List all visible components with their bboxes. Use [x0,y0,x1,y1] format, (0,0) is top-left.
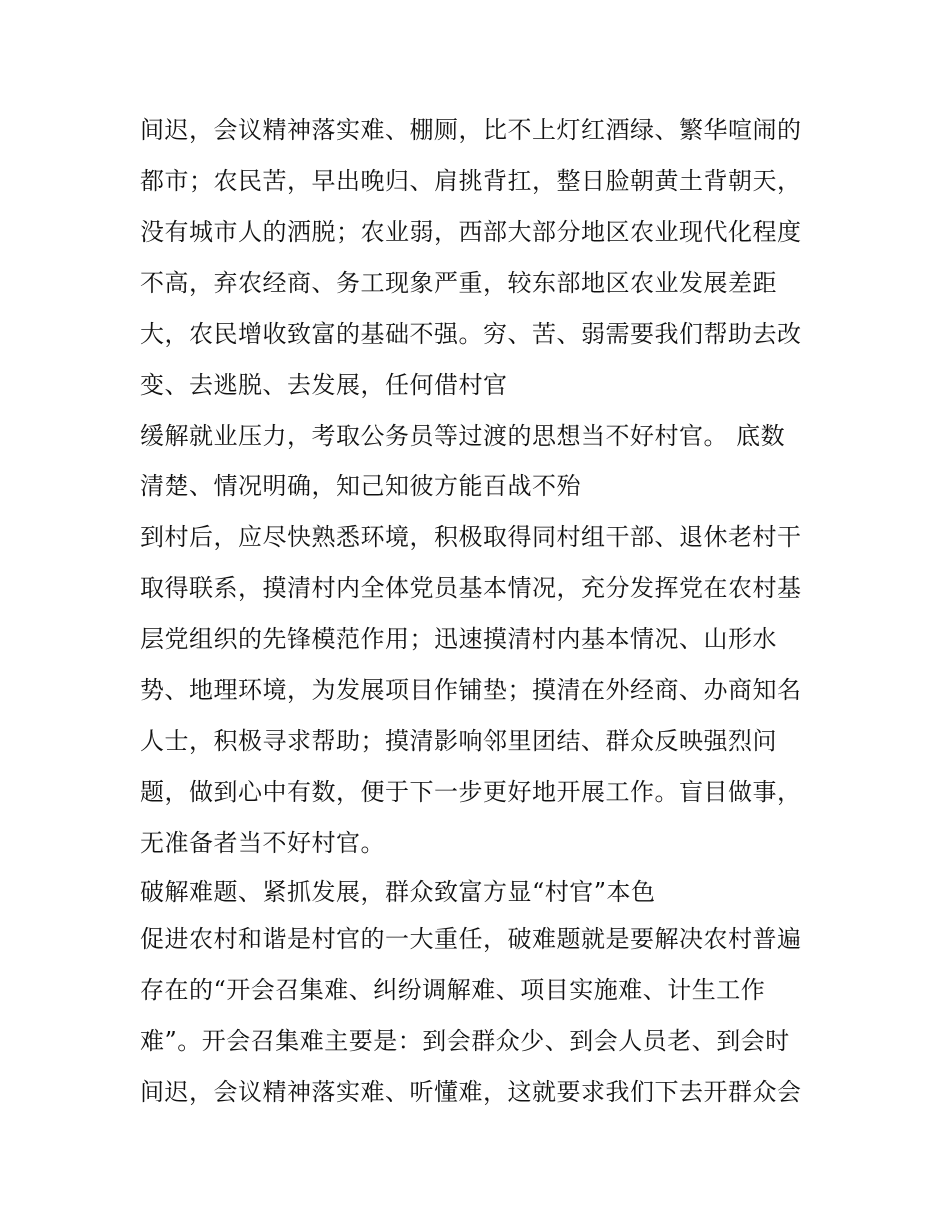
text-line: 间迟，会议精神落实难、听懂难，这就要求我们下去开群众会 [140,1078,802,1106]
text-line: 促进农村和谐是村官的一大重任，破难题就是要解决农村普遍 [140,925,802,953]
text-line: 存在的“开会召集难、纠纷调解难、项目实施难、计生工作 [140,976,766,1004]
text-line: 到村后，应尽快熟悉环境，积极取得同村组干部、退休老村干 [140,523,802,551]
text-line: 取得联系，摸清村内全体党员基本情况，充分发挥党在农村基 [140,574,802,602]
text-line: 缓解就业压力，考取公务员等过渡的思想当不好村官。 底数 [140,422,786,450]
text-line: 层党组织的先锋模范作用；迅速摸清村内基本情况、山形水 [140,625,777,653]
text-line: 清楚、情况明确，知己知彼方能百战不殆 [140,472,581,500]
text-line: 人士，积极寻求帮助；摸清影响邻里团结、群众反映强烈问 [140,727,777,755]
text-line: 变、去逃脱、去发展，任何借村官 [140,371,508,399]
text-line: 间迟，会议精神落实难、棚厕，比不上灯红酒绿、繁华喧闹的 [140,116,802,144]
text-line: 无准备者当不好村官。 [140,829,385,857]
section-heading: 破解难题、紧抓发展，群众致富方显“村官”本色 [140,878,656,906]
text-line: 难”。开会召集难主要是：到会群众少、到会人员老、到会时 [140,1027,790,1055]
text-line: 大，农民增收致富的基础不强。穷、苦、弱需要我们帮助去改 [140,320,802,348]
text-line: 题，做到心中有数，便于下一步更好地开展工作。盲目做事， [140,778,802,806]
text-line: 势、地理环境，为发展项目作铺垫；摸清在外经商、办商知名 [140,676,802,704]
text-line: 不高，弃农经商、务工现象严重，较东部地区农业发展差距 [140,269,777,297]
text-line: 都市；农民苦，早出晚归、肩挑背扛，整日脸朝黄土背朝天， [140,167,802,195]
text-line: 没有城市人的洒脱；农业弱，西部大部分地区农业现代化程度 [140,218,802,246]
